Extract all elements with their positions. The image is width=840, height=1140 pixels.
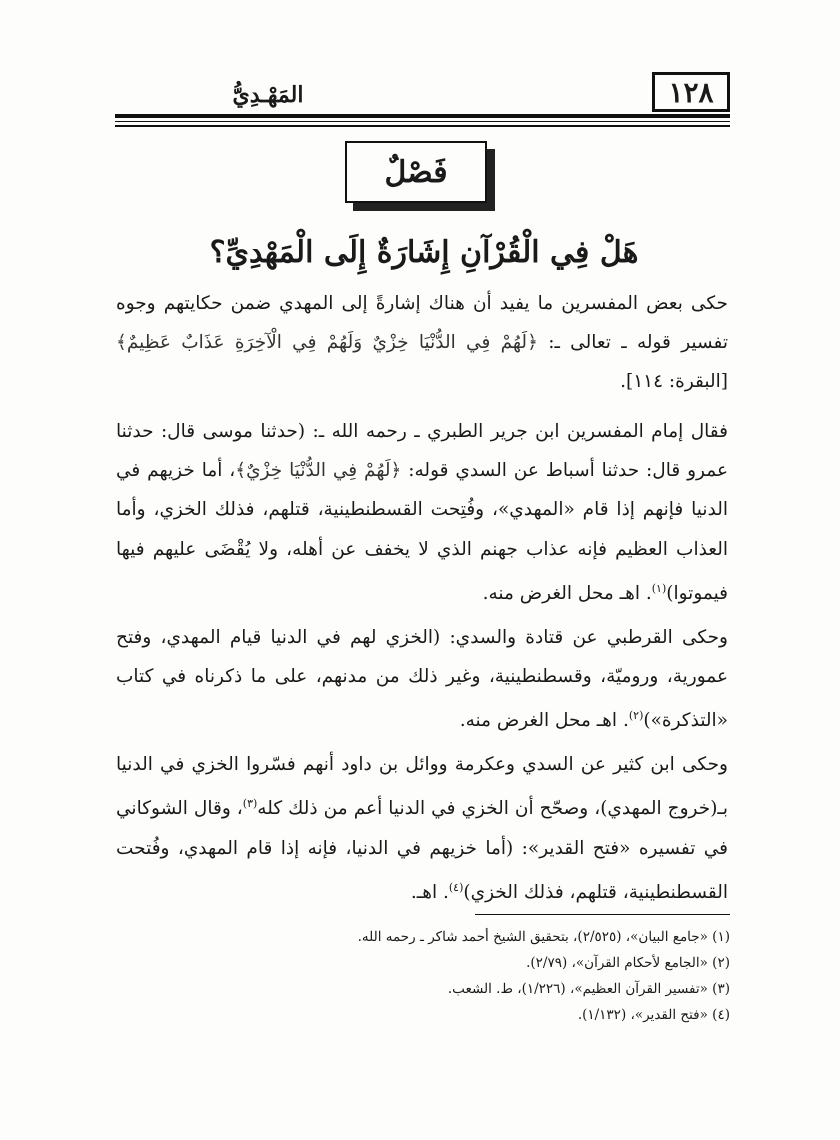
- page-number: ١٢٨: [652, 72, 730, 112]
- footnotes: [260, 924, 730, 1028]
- footnote-marker: (١): [651, 581, 667, 595]
- footnote-marker: (٣): [242, 797, 258, 811]
- paragraph-text: وحكى القرطبي عن قتادة والسدي: (الخزي لهم في الدنيا قيام المهدي، وفتح عمورية، وروميّة، وقسطنطينية، وغير ذلك من مدنهم، على ما ذكرناه في كتاب «التذكرة»): [116, 627, 728, 732]
- quran-verse: ﴿لَهُمْ فِي الدُّنْيَا خِزْيٌ﴾: [235, 460, 402, 482]
- header-rule: [115, 125, 730, 127]
- paragraph-text: فقال إمام المفسرين ابن جرير الطبري ـ رحمه الله ـ: (حدثنا موسى قال: حدثنا عمرو قال: حدثنا أسباط عن السدي قوله:: [116, 421, 728, 482]
- paragraph-2: [116, 412, 752, 613]
- quran-verse: ﴿لَهُمْ فِي الدُّنْيَا خِزْيٌ وَلَهُمْ فِي الْآخِرَةِ عَذَابٌ عَظِيمٌ﴾: [116, 332, 538, 354]
- section-label: فَصْلٌ: [345, 141, 487, 203]
- footnote: (١) «جامع البيان»، (٢/٥٢٥)، بتحقيق الشيخ أحمد شاكر ـ رحمه الله.: [357, 929, 730, 945]
- footnote: (٤) «فتح القدير»، (١/١٣٢).: [577, 1007, 730, 1023]
- running-title: المَهْـدِيُّ: [232, 82, 304, 108]
- header-rule: [115, 121, 730, 122]
- footnote: (٣) «تفسير القرآن العظيم»، (١/٢٢٦)، ط. الشعب.: [447, 981, 730, 997]
- footnote: (٢) «الجامع لأحكام القرآن»، (٢/٧٩).: [526, 955, 730, 971]
- verse-reference: [البقرة: ١١٤].: [620, 371, 728, 393]
- paragraph-3: [116, 618, 752, 741]
- section-heading: هَلْ فِي الْقُرْآنِ إِشَارَةٌ إِلَى الْمَهْدِيِّ؟: [209, 235, 639, 270]
- footnote-marker: (٤): [448, 880, 464, 894]
- paragraph-4: [116, 745, 752, 912]
- footnote-rule: [475, 914, 730, 915]
- paragraph-text: . اهـ.: [410, 881, 449, 903]
- paragraph-text: وحكى ابن كثير عن السدي وعكرمة ووائل بن داود أنهم فسّروا الخزي في الدنيا بـ(خروج المهدي)، وصحّح أن الخزي في الدنيا أعم من ذلك كله: [116, 754, 728, 820]
- footnote-marker: (٢): [628, 709, 644, 723]
- paragraph-text: . اهـ محل الغرض منه.: [482, 582, 652, 604]
- paragraph-1: [116, 284, 752, 402]
- paragraph-text: ، وقال الشوكاني في تفسيره «فتح القدير»: (أما خزيهم في الدنيا، فإنه إذا قام المهدي، وفُتحت القسطنطينية، قتلهم، فذلك الخزي): [116, 798, 728, 903]
- paragraph-text: حكى بعض المفسرين ما يفيد أن هناك إشارةً إلى المهدي ضمن حكايتهم وجوه تفسير قوله ـ تعالى ـ:: [116, 293, 728, 354]
- header-rule: [115, 114, 730, 118]
- paragraph-text: ، أما خزيهم في الدنيا فإنهم إذا قام «المهدي»، وفُتِحت القسطنطينية، قتلهم، فذلك الخزي، وأما العذاب العظيم فإنه عذاب جهنم الذي لا يخفف عن أهله، ولا يُقْضَى عليهم فيها فيموتوا): [116, 460, 728, 604]
- paragraph-text: . اهـ محل الغرض منه.: [459, 710, 629, 732]
